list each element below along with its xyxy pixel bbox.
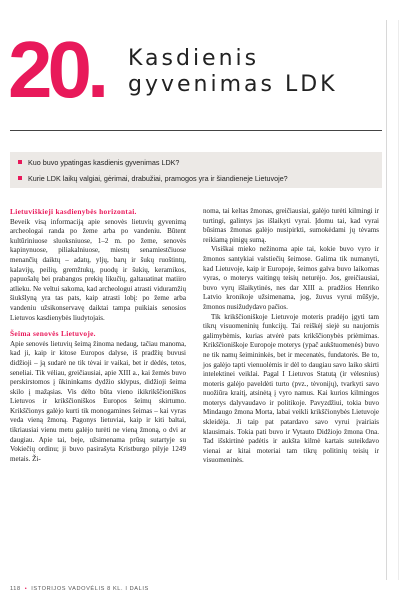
- chapter-number: 20.: [8, 25, 105, 114]
- question-item: [18, 154, 179, 170]
- body-paragraph: noma, tai keltas žmonas, greičiausiai, galėjo turėti kilmingi ir turtingi, galintys jas išlaikyti vyrai. Įdomu tai, kad vyrai būsimas žmonas galėjo nusipirkti, sumokėdami jų tėvams reikiamą pinigų sumą.: [203, 207, 379, 244]
- page-number: 118: [10, 586, 21, 592]
- page-footer: [10, 586, 149, 592]
- bullet-square-icon: [18, 160, 22, 164]
- question-text: Kuo buvo ypatingas kasdienis gyvenimas LDK?: [28, 157, 180, 167]
- left-text-column: [10, 207, 186, 464]
- bullet-square-icon: [18, 176, 22, 180]
- body-paragraph: Beveik visą informaciją apie senovės lietuvių gyvenimą archeologai randa po žeme arba po vandeniu. Būtent kultūriniuose sluoksniuose, 1–2 m. po žeme, senovės kapinynuose, piliakalniuose, miestų senamiestčiuose menančių daiktų – adatų, yljų, barų ir šukų ruoštintų, kalavijų, peilių, gremžtukų, puodų ir šukių, keramikos, papuošalų bei prabangos prekių likučių, galtauatinat matiiro atlieku. Ne veltui sakoma, kad archeologui atrasti viduramžių šiukšlyną yra tas pats, kaip atrasti lobį: po žeme arba vandeniu užsikonservavę daiktai tampa puikiais senosios Lietuvos kasdienybės liudytojais.: [10, 217, 186, 322]
- book-title: ISTORIJOS VADOVĖLIS 8 KL. I DALIS: [31, 586, 149, 592]
- body-paragraph: Tik krikščioniškoje Lietuvoje moteris pradėjo įgyti tam tikrų visuomeninių funkcijų. Tai reiškėj siejė su naujomis galimybėmis, kurias atvėrė pats krikščionybės priėmimas. Krikščioniškoje Europoje moterys (ypač aukštuomenės) buvo ne tik namų šeimininkės, bet ir mecenatės, fundatorės. Be to, jos galėjo tapti vienuolėmis ir dėl to daugiau savo laiko skirti intelektinei veiklai. Pagal I Lietuvos Statutą (ir vėlesnius) moteris galėjo paveldėti turto (pvz., tėvonijų), tvarkyti savo nuožiūra kraitį, atsinėtą į vyro namus. Kai kurios kilmingos moterys dalyvaudavo ir politikoje. Pavyzdžiui, tokia buvo Mindaugo žmona Morta, labai veikli krikščionybės Lietuvoje skleidėja. Ji taip pat patardavo savo vyrui įvairiais klausimais. Tokia pati buvo ir Vytauto Didžiojo žmona Ona. Tad išskirtinė padėtis ir aukšta kilmė kartais suteikdavo vienai ar kitai moteriai tam tikrų politinių teisių ir visuomeninės.: [203, 312, 379, 465]
- body-paragraph: Apie senovės lietuvių šeimą žinoma nedaug, tačiau manoma, kad ji, kaip ir kitose Europos dalyse, iš pradžių buvusi didžioji – ją sudarė ne tik tėvai ir vaikai, bet ir dėdės, tetos, seneliai. Tik vėliau, greičiausiai, apie XIII a., kai žemės buvo perskirstomos į ūkininkams dydžio sklypus, didžioji šeima skilo į mažąsias. Vis dėlto būta vieno ikikrikščioniškos Lietuvos ir krikščioniškos Europos šeimų skirtumo. Krikščionys galėjo kurti tik monogamines šeimas – kai vyras veda vieną žmoną. Pagonys lietuviai, kaip ir kiti baltai, tikriausiai vienu metu galėjo turėti ne vieną žmoną, o dvi ar daugiau. Apie tai, beje, užsimenama prūsų sutartyje su Vokiečių ordinu; ji buvo pasirašyta Kristburgo pilyje 1249 metais. Ži-: [10, 339, 186, 463]
- question-text: Kurie LDK laikų valgiai, gėrimai, drabužiai, pramogos yra ir šiandieneje Lietuvoje?: [28, 173, 288, 183]
- body-paragraph: Visiškai mieko nežinoma apie tai, kokie buvo vyro ir žmonos santykiai valstiečių šeimose. Galima tik numanyti, kad Lietuvoje, kaip ir Europoje, šeimos galva buvo laikomas vyras, o moterys vaitingų teisių neturėjo. Jos, greičiausiai, buvo vyrų išlaikytinės, nes dar XIII a. pradžios Henriko Latvio kronikoje užsimenama, jog, žuvus vyrui mūšyje, žmonos nusižudydavo pačios.: [203, 245, 379, 311]
- chapter-title-line-1: Kasdienis: [128, 46, 260, 71]
- page-edge-rule: [386, 20, 387, 580]
- heading-divider: [10, 130, 382, 131]
- page-edge-rule-outer: [398, 20, 399, 580]
- section-heading: Lietuviškieji kasdienybės horizontai.: [10, 207, 137, 216]
- chapter-title-line-2: gyvenimas LDK: [128, 72, 338, 97]
- right-text-column: [203, 207, 379, 466]
- chapter-title: [128, 46, 338, 98]
- guiding-questions-box: [10, 152, 382, 188]
- question-item: [18, 170, 288, 186]
- section-heading: Šeima senovės Lietuvoje.: [10, 329, 96, 339]
- footer-separator-icon: •: [24, 586, 28, 592]
